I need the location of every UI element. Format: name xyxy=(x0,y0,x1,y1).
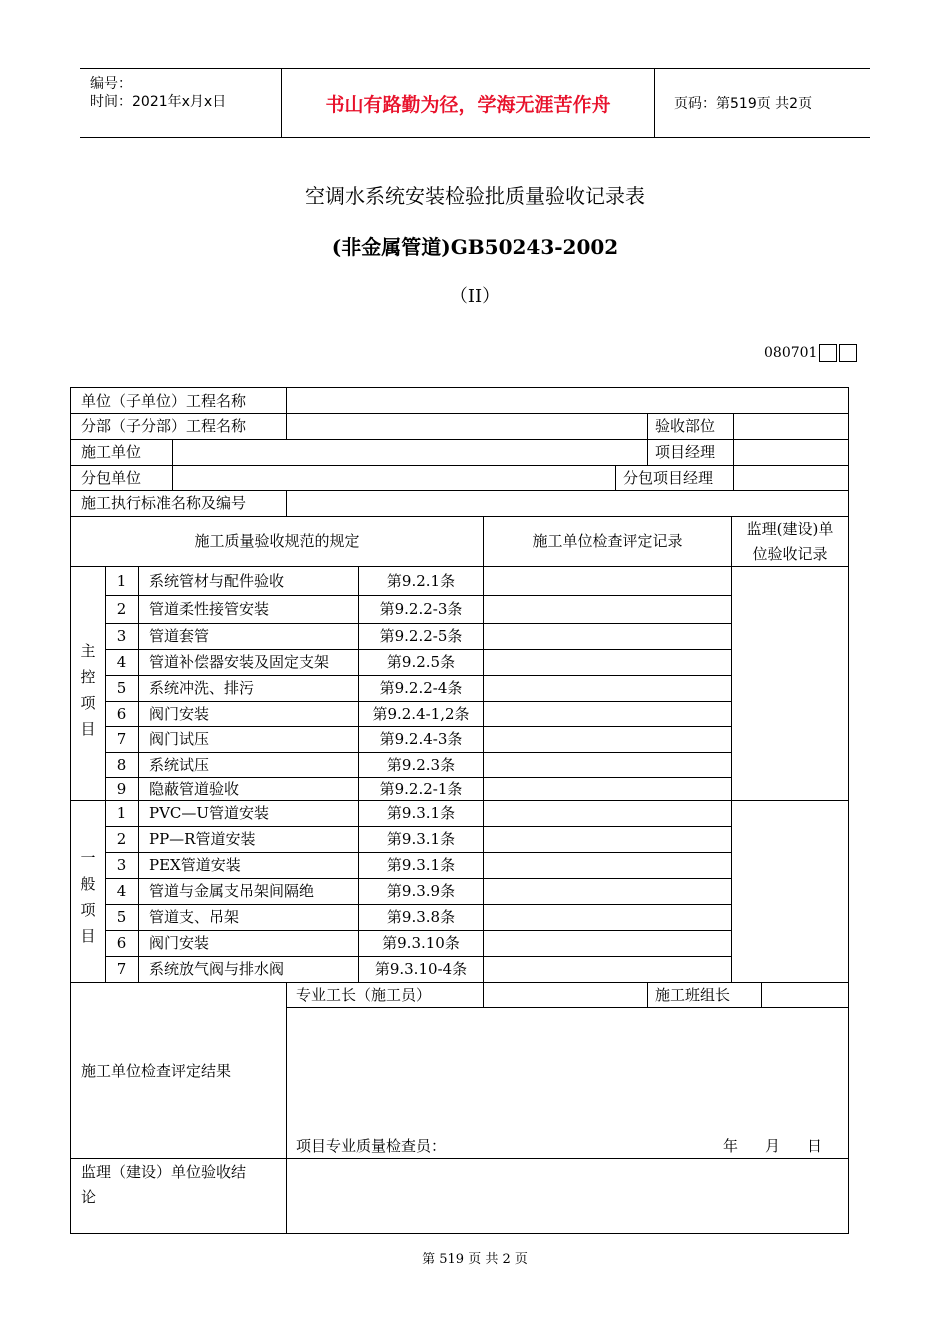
general-item-name: 阀门安装 xyxy=(149,934,210,952)
general-item-number: 3 xyxy=(116,856,127,874)
general-item-name: 系统放气阀与排水阀 xyxy=(149,960,285,978)
main-group-label xyxy=(71,638,105,742)
general-item-check-record[interactable] xyxy=(484,801,731,826)
general-item-check-record[interactable] xyxy=(484,905,731,930)
general-item-check-record[interactable] xyxy=(484,879,731,904)
main-item-name: 管道套管 xyxy=(149,627,210,645)
main-item-name: 阀门试压 xyxy=(149,730,210,748)
supervise-header-line2: 位验收记录 xyxy=(752,545,828,563)
number-label: 编号： xyxy=(90,76,132,92)
check-result-field[interactable] xyxy=(287,1008,848,1158)
general-item-number: 5 xyxy=(116,908,127,926)
construct-unit-label: 施工单位 xyxy=(81,443,142,461)
team-leader-label: 施工班组长 xyxy=(655,986,731,1004)
main-item-check-record[interactable] xyxy=(484,702,731,726)
year-label: 年 xyxy=(723,1137,739,1155)
main-group-label-char: 项 xyxy=(80,694,96,712)
main-item-check-record[interactable] xyxy=(484,753,731,777)
form-code-number: 080701 xyxy=(764,345,818,361)
general-item-clause: 第9.3.10-4条 xyxy=(374,960,468,978)
inspection-form xyxy=(70,387,849,1234)
main-item-clause: 第9.2.5条 xyxy=(386,653,456,671)
supervise-conclusion-line2: 论 xyxy=(81,1188,97,1206)
general-item-clause: 第9.3.10条 xyxy=(382,934,460,952)
main-item-name: 系统试压 xyxy=(149,755,210,774)
general-item-name: PP—R管道安装 xyxy=(149,830,256,848)
general-item-check-record[interactable] xyxy=(484,853,731,878)
general-item-number: 4 xyxy=(116,882,127,900)
subcontract-unit-field[interactable] xyxy=(173,466,615,490)
main-item-clause: 第9.2.2-4条 xyxy=(379,679,463,697)
main-item-number: 3 xyxy=(116,627,127,645)
document-header xyxy=(80,68,870,138)
main-item-check-record[interactable] xyxy=(484,650,731,675)
code-box-1[interactable] xyxy=(819,344,837,362)
main-item-clause: 第9.2.2-1条 xyxy=(379,779,463,798)
main-item-clause: 第9.2.3条 xyxy=(386,755,456,774)
general-item-number: 7 xyxy=(116,960,127,978)
main-item-number: 5 xyxy=(116,679,127,697)
general-item-clause: 第9.3.9条 xyxy=(386,882,456,900)
header-motto: 书山有路勤为径，学海无涯苦作舟 xyxy=(281,69,655,137)
main-item-check-record[interactable] xyxy=(484,624,731,649)
general-item-check-record[interactable] xyxy=(484,957,731,982)
spec-header: 施工质量验收规范的规定 xyxy=(194,532,360,550)
inspector-label: 项目专业质量检查员： xyxy=(296,1137,447,1155)
supervise-conclusion-field[interactable] xyxy=(287,1159,848,1233)
general-item-number: 2 xyxy=(116,830,127,848)
subcontract-unit-label: 分包单位 xyxy=(81,469,142,487)
general-item-name: 管道支、吊架 xyxy=(149,908,240,926)
foreman-label: 专业工长（施工员） xyxy=(296,986,432,1004)
accept-part-field[interactable] xyxy=(734,414,848,439)
general-group-label xyxy=(71,845,105,949)
main-group-label-char: 主 xyxy=(80,642,96,660)
document-part: （II） xyxy=(449,286,501,307)
time-label: 时间：2021年x月x日 xyxy=(90,94,227,110)
general-group-label-char: 一 xyxy=(80,849,96,867)
general-group-label-char: 般 xyxy=(80,875,96,893)
main-item-clause: 第9.2.2-5条 xyxy=(379,627,463,645)
project-manager-field[interactable] xyxy=(734,440,848,465)
general-item-number: 6 xyxy=(116,934,127,952)
main-item-number: 2 xyxy=(116,600,127,618)
code-box-2[interactable] xyxy=(839,344,857,362)
main-item-clause: 第9.2.4-1,2条 xyxy=(372,704,470,723)
general-group-label-char: 项 xyxy=(80,901,96,919)
main-item-number: 1 xyxy=(116,571,127,590)
main-item-clause: 第9.2.4-3条 xyxy=(379,730,463,748)
general-item-check-record[interactable] xyxy=(484,827,731,852)
general-item-number: 1 xyxy=(116,804,127,822)
general-group-label-char: 目 xyxy=(80,927,96,945)
general-item-name: 管道与金属支吊架间隔绝 xyxy=(149,882,315,900)
sub-name-field[interactable] xyxy=(287,414,647,439)
accept-part-label: 验收部位 xyxy=(655,417,716,435)
main-item-check-record[interactable] xyxy=(484,596,731,623)
document-title: 空调水系统安装检验批质量验收记录表 xyxy=(305,184,645,208)
subcontract-manager-field[interactable] xyxy=(734,466,848,490)
supervise-conclusion-line1: 监理（建设）单位验收结 xyxy=(81,1163,247,1181)
general-item-clause: 第9.3.1条 xyxy=(386,856,456,874)
unit-name-label: 单位（子单位）工程名称 xyxy=(81,392,247,410)
main-item-name: 隐蔽管道验收 xyxy=(149,779,240,798)
main-item-check-record[interactable] xyxy=(484,676,731,701)
general-item-clause: 第9.3.1条 xyxy=(386,830,456,848)
main-item-number: 7 xyxy=(116,730,127,748)
page-info-text: 页码：第519页 共2页 xyxy=(674,96,813,112)
main-item-number: 8 xyxy=(116,755,127,774)
unit-name-field[interactable] xyxy=(287,388,848,413)
main-group-label-char: 目 xyxy=(80,720,96,738)
main-item-name: 系统管材与配件验收 xyxy=(149,571,285,590)
sub-name-label: 分部（子分部）工程名称 xyxy=(81,417,247,435)
check-header: 施工单位检查评定记录 xyxy=(532,532,683,550)
project-manager-label: 项目经理 xyxy=(655,443,716,461)
general-item-name: PVC—U管道安装 xyxy=(149,804,270,822)
standard-field[interactable] xyxy=(287,491,848,516)
header-page-info xyxy=(664,69,870,137)
page-footer: 第 519 页 共 2 页 xyxy=(422,1252,528,1267)
general-item-name: PEX管道安装 xyxy=(149,856,241,874)
standard-label: 施工执行标准名称及编号 xyxy=(81,494,247,512)
construct-unit-field[interactable] xyxy=(173,440,647,465)
document-subtitle: (非金属管道)GB50243-2002 xyxy=(331,235,619,259)
main-item-name: 阀门安装 xyxy=(149,704,210,723)
main-item-number: 9 xyxy=(116,779,127,798)
main-item-clause: 第9.2.2-3条 xyxy=(379,600,463,618)
main-item-number: 4 xyxy=(116,653,127,671)
main-item-check-record[interactable] xyxy=(484,727,731,752)
main-item-check-record[interactable] xyxy=(484,778,731,800)
subcontract-manager-label: 分包项目经理 xyxy=(623,469,714,487)
general-item-clause: 第9.3.8条 xyxy=(386,908,456,926)
main-item-name: 系统冲洗、排污 xyxy=(149,679,255,697)
month-label: 月 xyxy=(765,1137,781,1155)
main-item-number: 6 xyxy=(116,704,127,723)
main-item-check-record[interactable] xyxy=(484,567,731,595)
main-group-label-char: 控 xyxy=(80,668,96,686)
check-result-label: 施工单位检查评定结果 xyxy=(81,1062,232,1080)
general-item-check-record[interactable] xyxy=(484,931,731,956)
main-item-name: 管道补偿器安装及固定支架 xyxy=(149,653,330,671)
main-item-name: 管道柔性接管安装 xyxy=(149,600,270,618)
general-item-clause: 第9.3.1条 xyxy=(386,804,456,822)
form-code xyxy=(764,344,857,362)
header-meta xyxy=(80,69,280,137)
main-item-clause: 第9.2.1条 xyxy=(386,571,456,590)
supervise-header-line1: 监理(建设)单 xyxy=(746,520,834,538)
day-label: 日 xyxy=(807,1137,823,1155)
